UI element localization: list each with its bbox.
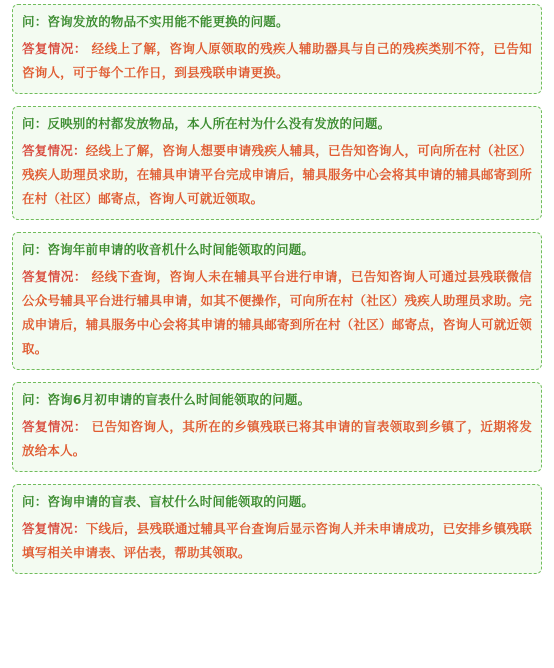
- question-text: 问：咨询申请的盲表、盲杖什么时间能领取的问题。: [22, 494, 315, 509]
- answer-paragraph: [22, 265, 532, 361]
- answer-text: 已告知咨询人，其所在的乡镇残联已将其申请的盲表领取到乡镇了，近期将发放给本人。: [22, 419, 532, 458]
- answer-label: 答复情况：: [22, 521, 86, 536]
- answer-label: 答复情况：: [22, 419, 87, 434]
- answer-text: 经线上了解，咨询人原领取的残疾人辅助器具与自己的残疾类别不符，已告知咨询人，可于每个工作日，到县残联申请更换。: [22, 41, 532, 80]
- question-text: 问：咨询年前申请的收音机什么时间能领取的问题。: [22, 242, 315, 257]
- answer-paragraph: [22, 139, 532, 211]
- qa-card: [12, 382, 542, 472]
- qa-card: [12, 232, 542, 370]
- answer-text: 下线后，县残联通过辅具平台查询后显示咨询人并未申请成功，已安排乡镇残联填写相关申请表、评估表，帮助其领取。: [22, 521, 532, 560]
- answer-text: 经线上了解，咨询人想要申请残疾人辅具，已告知咨询人，可向所在村（社区）残疾人助理员求助，在辅具申请平台完成申请后，辅具服务中心会将其申请的辅具邮寄到所在村（社区）邮寄点，咨询人可就近领取。: [22, 143, 532, 206]
- answer-paragraph: [22, 517, 532, 565]
- answer-paragraph: [22, 37, 532, 85]
- question-text: 问：咨询发放的物品不实用能不能更换的问题。: [22, 14, 289, 29]
- answer-paragraph: [22, 415, 532, 463]
- answer-label: 答复情况：: [22, 269, 87, 284]
- question-text: 问：咨询6月初申请的盲表什么时间能领取的问题。: [22, 392, 311, 407]
- answer-text: 经线下查询，咨询人未在辅具平台进行申请，已告知咨询人可通过县残联微信公众号辅具平台进行辅具申请，如其不便操作，可向所在村（社区）残疾人助理员求助。完成申请后，辅具服务中心会将其申请的辅具邮寄到所在村（社区）邮寄点，咨询人可就近领取。: [22, 269, 532, 356]
- answer-label: 答复情况：: [22, 143, 86, 158]
- qa-card: [12, 484, 542, 574]
- qa-card: [12, 4, 542, 94]
- answer-label: 答复情况：: [22, 41, 87, 56]
- qa-card: [12, 106, 542, 220]
- question-text: 问：反映别的村都发放物品，本人所在村为什么没有发放的问题。: [22, 116, 391, 131]
